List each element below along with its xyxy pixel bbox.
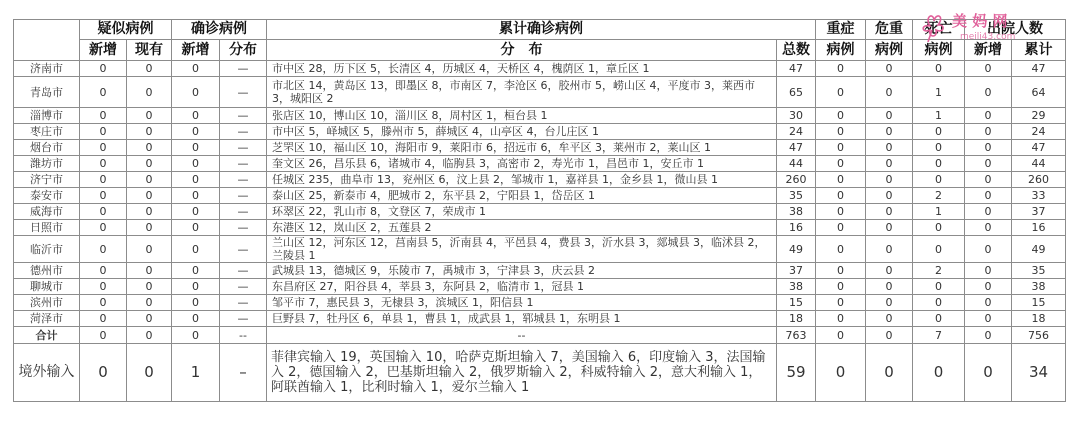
city-name: 威海市 (14, 204, 80, 220)
discharged-total: 18 (1012, 311, 1066, 327)
discharged-new: 0 (965, 188, 1012, 204)
death-count: 1 (913, 77, 965, 108)
suspected-current: 0 (127, 108, 172, 124)
distribution: 环翠区 22，乳山市 8，文登区 7，荣成市 1 (267, 204, 777, 220)
confirmed-distribution: — (220, 140, 267, 156)
discharged-total: 37 (1012, 204, 1066, 220)
table-row (14, 295, 1066, 311)
confirmed-distribution: — (220, 279, 267, 295)
suspected-new: 0 (80, 236, 127, 263)
watermark-text: 美 妈 网 (952, 12, 1008, 30)
header-severe-cases: 病例 (816, 40, 866, 61)
distribution: 东昌府区 27，阳谷县 4，莘县 3，东阿县 2，临清市 1，冠县 1 (267, 279, 777, 295)
death-count: 0 (913, 124, 965, 140)
suspected-new: 0 (80, 188, 127, 204)
discharged-new: 0 (965, 204, 1012, 220)
critical-count: 0 (866, 204, 913, 220)
cumulative-total: 16 (777, 220, 816, 236)
suspected-new: 0 (80, 77, 127, 108)
table-row (14, 172, 1066, 188)
distribution: 张店区 10，博山区 10，淄川区 8，周村区 1，桓台县 1 (267, 108, 777, 124)
suspected-new: 0 (80, 204, 127, 220)
distribution: 市中区 5，峄城区 5，滕州市 5，薛城区 4，山亭区 4，台儿庄区 1 (267, 124, 777, 140)
distribution: 巨野县 7，牡丹区 6，单县 1，曹县 1，成武县 1，郓城县 1，东明县 1 (267, 311, 777, 327)
confirmed-new: 0 (172, 263, 220, 279)
severe-count: 0 (816, 279, 866, 295)
cumulative-total: 15 (777, 295, 816, 311)
suspected-new: 0 (80, 156, 127, 172)
suspected-new: 0 (80, 172, 127, 188)
header-cumulative-distribution: 分 布 (267, 40, 777, 61)
suspected-new: 0 (80, 140, 127, 156)
header-critical-cases: 病例 (866, 40, 913, 61)
total-discharged-total: 756 (1012, 327, 1066, 344)
total-label: 合计 (14, 327, 80, 344)
critical-count: 0 (866, 77, 913, 108)
table-row (14, 220, 1066, 236)
critical-count: 0 (866, 108, 913, 124)
severe-count: 0 (816, 108, 866, 124)
cumulative-total: 30 (777, 108, 816, 124)
suspected-current: 0 (127, 77, 172, 108)
city-name: 烟台市 (14, 140, 80, 156)
critical-count: 0 (866, 295, 913, 311)
total-severe: 0 (816, 327, 866, 344)
death-count: 2 (913, 263, 965, 279)
confirmed-distribution: — (220, 77, 267, 108)
confirmed-distribution: — (220, 311, 267, 327)
header-death: 死亡 (913, 20, 965, 40)
header-discharged-total: 累计 (1012, 40, 1066, 61)
city-name: 济南市 (14, 61, 80, 77)
critical-count: 0 (866, 140, 913, 156)
discharged-new: 0 (965, 140, 1012, 156)
confirmed-new: 0 (172, 236, 220, 263)
suspected-new: 0 (80, 295, 127, 311)
confirmed-new: 0 (172, 156, 220, 172)
death-count: 1 (913, 204, 965, 220)
confirmed-new: 0 (172, 204, 220, 220)
total-row (14, 327, 1066, 344)
cumulative-total: 24 (777, 124, 816, 140)
discharged-total: 33 (1012, 188, 1066, 204)
imported-confirmed-new: 1 (172, 344, 220, 402)
city-name: 德州市 (14, 263, 80, 279)
critical-count: 0 (866, 220, 913, 236)
critical-count: 0 (866, 263, 913, 279)
death-count: 0 (913, 156, 965, 172)
city-name: 淄博市 (14, 108, 80, 124)
city-name: 青岛市 (14, 77, 80, 108)
imported-cumulative: 59 (777, 344, 816, 402)
city-name: 滨州市 (14, 295, 80, 311)
cumulative-total: 47 (777, 61, 816, 77)
cumulative-total: 44 (777, 156, 816, 172)
discharged-new: 0 (965, 108, 1012, 124)
death-count: 1 (913, 108, 965, 124)
city-name: 临沂市 (14, 236, 80, 263)
imported-death: 0 (913, 344, 965, 402)
discharged-new: 0 (965, 279, 1012, 295)
total-discharged-new: 0 (965, 327, 1012, 344)
critical-count: 0 (866, 61, 913, 77)
total-cumulative: 763 (777, 327, 816, 344)
imported-row (14, 344, 1066, 402)
discharged-total: 64 (1012, 77, 1066, 108)
confirmed-distribution: — (220, 295, 267, 311)
confirmed-distribution: — (220, 220, 267, 236)
death-count: 2 (913, 188, 965, 204)
header-severe: 重症 (816, 20, 866, 40)
header-suspected-current: 现有 (127, 40, 172, 61)
confirmed-distribution: — (220, 61, 267, 77)
confirmed-new: 0 (172, 140, 220, 156)
confirmed-new: 0 (172, 188, 220, 204)
cumulative-total: 37 (777, 263, 816, 279)
cumulative-total: 260 (777, 172, 816, 188)
suspected-current: 0 (127, 124, 172, 140)
imported-critical: 0 (866, 344, 913, 402)
critical-count: 0 (866, 188, 913, 204)
confirmed-distribution: — (220, 172, 267, 188)
suspected-current: 0 (127, 61, 172, 77)
suspected-current: 0 (127, 236, 172, 263)
city-name: 济宁市 (14, 172, 80, 188)
cumulative-total: 49 (777, 236, 816, 263)
suspected-new: 0 (80, 263, 127, 279)
discharged-new: 0 (965, 236, 1012, 263)
suspected-new: 0 (80, 279, 127, 295)
confirmed-distribution: — (220, 156, 267, 172)
suspected-current: 0 (127, 311, 172, 327)
confirmed-distribution: — (220, 188, 267, 204)
discharged-total: 260 (1012, 172, 1066, 188)
header-discharged-new: 新增 (965, 40, 1012, 61)
table-row (14, 108, 1066, 124)
city-rows (14, 61, 1066, 327)
imported-severe: 0 (816, 344, 866, 402)
table-row (14, 263, 1066, 279)
suspected-new: 0 (80, 124, 127, 140)
confirmed-distribution: — (220, 108, 267, 124)
city-name: 潍坊市 (14, 156, 80, 172)
distribution: 武城县 13，德城区 9，乐陵市 7，禹城市 3，宁津县 3，庆云县 2 (267, 263, 777, 279)
distribution: 东港区 12，岚山区 2，五莲县 2 (267, 220, 777, 236)
suspected-current: 0 (127, 279, 172, 295)
header-confirmed-distribution: 分布 (220, 40, 267, 61)
discharged-new: 0 (965, 295, 1012, 311)
discharged-new: 0 (965, 263, 1012, 279)
death-count: 0 (913, 295, 965, 311)
table-row (14, 279, 1066, 295)
table-row (14, 236, 1066, 263)
confirmed-new: 0 (172, 295, 220, 311)
header-discharged: 出院人数 (965, 20, 1066, 40)
severe-count: 0 (816, 236, 866, 263)
header-suspected-new: 新增 (80, 40, 127, 61)
distribution: 市中区 28，历下区 5，长清区 4，历城区 4，天桥区 4，槐荫区 1，章丘区 1 (267, 61, 777, 77)
imported-confirmed-distribution: – (220, 344, 267, 402)
critical-count: 0 (866, 172, 913, 188)
confirmed-new: 0 (172, 77, 220, 108)
table-row (14, 204, 1066, 220)
discharged-new: 0 (965, 172, 1012, 188)
discharged-total: 15 (1012, 295, 1066, 311)
distribution: 芝罘区 10，福山区 10，海阳市 9，莱阳市 6，招远市 6，牟平区 3，莱州市 2，莱山区 1 (267, 140, 777, 156)
confirmed-distribution: — (220, 263, 267, 279)
discharged-total: 47 (1012, 61, 1066, 77)
imported-label: 境外输入 (14, 344, 80, 402)
death-count: 0 (913, 140, 965, 156)
critical-count: 0 (866, 279, 913, 295)
confirmed-new: 0 (172, 279, 220, 295)
cumulative-total: 38 (777, 279, 816, 295)
suspected-current: 0 (127, 188, 172, 204)
table-row (14, 61, 1066, 77)
table-row (14, 124, 1066, 140)
confirmed-new: 0 (172, 108, 220, 124)
critical-count: 0 (866, 124, 913, 140)
distribution: 奎文区 26，昌乐县 6，诸城市 4，临朐县 3，高密市 2，寿光市 1，昌邑市 1，安丘市 1 (267, 156, 777, 172)
imported-distribution: 菲律宾输入 19，英国输入 10，哈萨克斯坦输入 7，美国输入 6，印度输入 3，法国输入 2，德国输入 2，巴基斯坦输入 2，俄罗斯输入 2，科威特输入 2，意大利输入 1，阿联酋输入 1，比利时输入 1，爱尔兰输入 1 (267, 344, 777, 402)
table-row (14, 156, 1066, 172)
suspected-new: 0 (80, 220, 127, 236)
city-name: 菏泽市 (14, 311, 80, 327)
discharged-new: 0 (965, 311, 1012, 327)
city-name: 枣庄市 (14, 124, 80, 140)
suspected-new: 0 (80, 61, 127, 77)
critical-count: 0 (866, 236, 913, 263)
distribution: 兰山区 12，河东区 12，莒南县 5，沂南县 4，平邑县 4，费县 3，沂水县 3，郯城县 3，临沭县 2，兰陵县 1 (267, 236, 777, 263)
total-suspected-new: 0 (80, 327, 127, 344)
severe-count: 0 (816, 188, 866, 204)
distribution: 邹平市 7，惠民县 3，无棣县 3，滨城区 1，阳信县 1 (267, 295, 777, 311)
severe-count: 0 (816, 156, 866, 172)
distribution: 泰山区 25，新泰市 4，肥城市 2，东平县 2，宁阳县 1，岱岳区 1 (267, 188, 777, 204)
header-confirmed: 确诊病例 (172, 20, 267, 40)
discharged-total: 24 (1012, 124, 1066, 140)
suspected-current: 0 (127, 295, 172, 311)
severe-count: 0 (816, 61, 866, 77)
suspected-new: 0 (80, 311, 127, 327)
cumulative-total: 18 (777, 311, 816, 327)
city-name: 泰安市 (14, 188, 80, 204)
death-count: 0 (913, 172, 965, 188)
total-distribution: -- (267, 327, 777, 344)
total-death: 7 (913, 327, 965, 344)
confirmed-new: 0 (172, 311, 220, 327)
imported-suspected-new: 0 (80, 344, 127, 402)
discharged-new: 0 (965, 61, 1012, 77)
severe-count: 0 (816, 172, 866, 188)
header-suspected: 疑似病例 (80, 20, 172, 40)
city-name: 聊城市 (14, 279, 80, 295)
header-confirmed-new: 新增 (172, 40, 220, 61)
total-suspected-current: 0 (127, 327, 172, 344)
critical-count: 0 (866, 156, 913, 172)
confirmed-new: 0 (172, 220, 220, 236)
table-row (14, 77, 1066, 108)
distribution: 市北区 14，黄岛区 13，即墨区 8，市南区 7，李沧区 6，胶州市 5，崂山区 4，平度市 3，莱西市 3，城阳区 2 (267, 77, 777, 108)
discharged-total: 38 (1012, 279, 1066, 295)
suspected-current: 0 (127, 204, 172, 220)
suspected-current: 0 (127, 140, 172, 156)
table-row (14, 311, 1066, 327)
severe-count: 0 (816, 140, 866, 156)
imported-discharged-new: 0 (965, 344, 1012, 402)
severe-count: 0 (816, 124, 866, 140)
severe-count: 0 (816, 295, 866, 311)
cumulative-total: 38 (777, 204, 816, 220)
confirmed-distribution: — (220, 236, 267, 263)
suspected-current: 0 (127, 172, 172, 188)
total-confirmed-new: 0 (172, 327, 220, 344)
total-critical: 0 (866, 327, 913, 344)
confirmed-new: 0 (172, 61, 220, 77)
total-confirmed-distribution: -- (220, 327, 267, 344)
discharged-total: 16 (1012, 220, 1066, 236)
confirmed-new: 0 (172, 124, 220, 140)
death-count: 0 (913, 61, 965, 77)
suspected-new: 0 (80, 108, 127, 124)
city-name: 日照市 (14, 220, 80, 236)
header-cumulative-total: 总数 (777, 40, 816, 61)
suspected-current: 0 (127, 220, 172, 236)
confirmed-new: 0 (172, 172, 220, 188)
severe-count: 0 (816, 77, 866, 108)
header-critical: 危重 (866, 20, 913, 40)
discharged-new: 0 (965, 220, 1012, 236)
death-count: 0 (913, 279, 965, 295)
cumulative-total: 47 (777, 140, 816, 156)
discharged-total: 29 (1012, 108, 1066, 124)
cumulative-total: 65 (777, 77, 816, 108)
discharged-new: 0 (965, 124, 1012, 140)
death-count: 0 (913, 220, 965, 236)
death-count: 0 (913, 236, 965, 263)
discharged-total: 47 (1012, 140, 1066, 156)
header-death-cases: 病例 (913, 40, 965, 61)
header-row-2 (14, 40, 1066, 61)
confirmed-distribution: — (220, 204, 267, 220)
imported-discharged-total: 34 (1012, 344, 1066, 402)
suspected-current: 0 (127, 263, 172, 279)
severe-count: 0 (816, 204, 866, 220)
header-cumulative: 累计确诊病例 (267, 20, 816, 40)
watermark-sub: meili43.com (960, 32, 1016, 42)
distribution: 任城区 235，曲阜市 13，兖州区 6，汶上县 2，邹城市 1，嘉祥县 1，金乡县 1，微山县 1 (267, 172, 777, 188)
discharged-total: 44 (1012, 156, 1066, 172)
table-row (14, 188, 1066, 204)
cumulative-total: 35 (777, 188, 816, 204)
discharged-new: 0 (965, 77, 1012, 108)
suspected-current: 0 (127, 156, 172, 172)
imported-suspected-current: 0 (127, 344, 172, 402)
header-row-1 (14, 20, 1066, 40)
discharged-new: 0 (965, 156, 1012, 172)
table-row (14, 140, 1066, 156)
death-count: 0 (913, 311, 965, 327)
discharged-total: 49 (1012, 236, 1066, 263)
critical-count: 0 (866, 311, 913, 327)
confirmed-distribution: — (220, 124, 267, 140)
severe-count: 0 (816, 311, 866, 327)
severe-count: 0 (816, 263, 866, 279)
discharged-total: 35 (1012, 263, 1066, 279)
header-blank (14, 20, 80, 61)
covid-statistics-table (13, 19, 1066, 402)
severe-count: 0 (816, 220, 866, 236)
